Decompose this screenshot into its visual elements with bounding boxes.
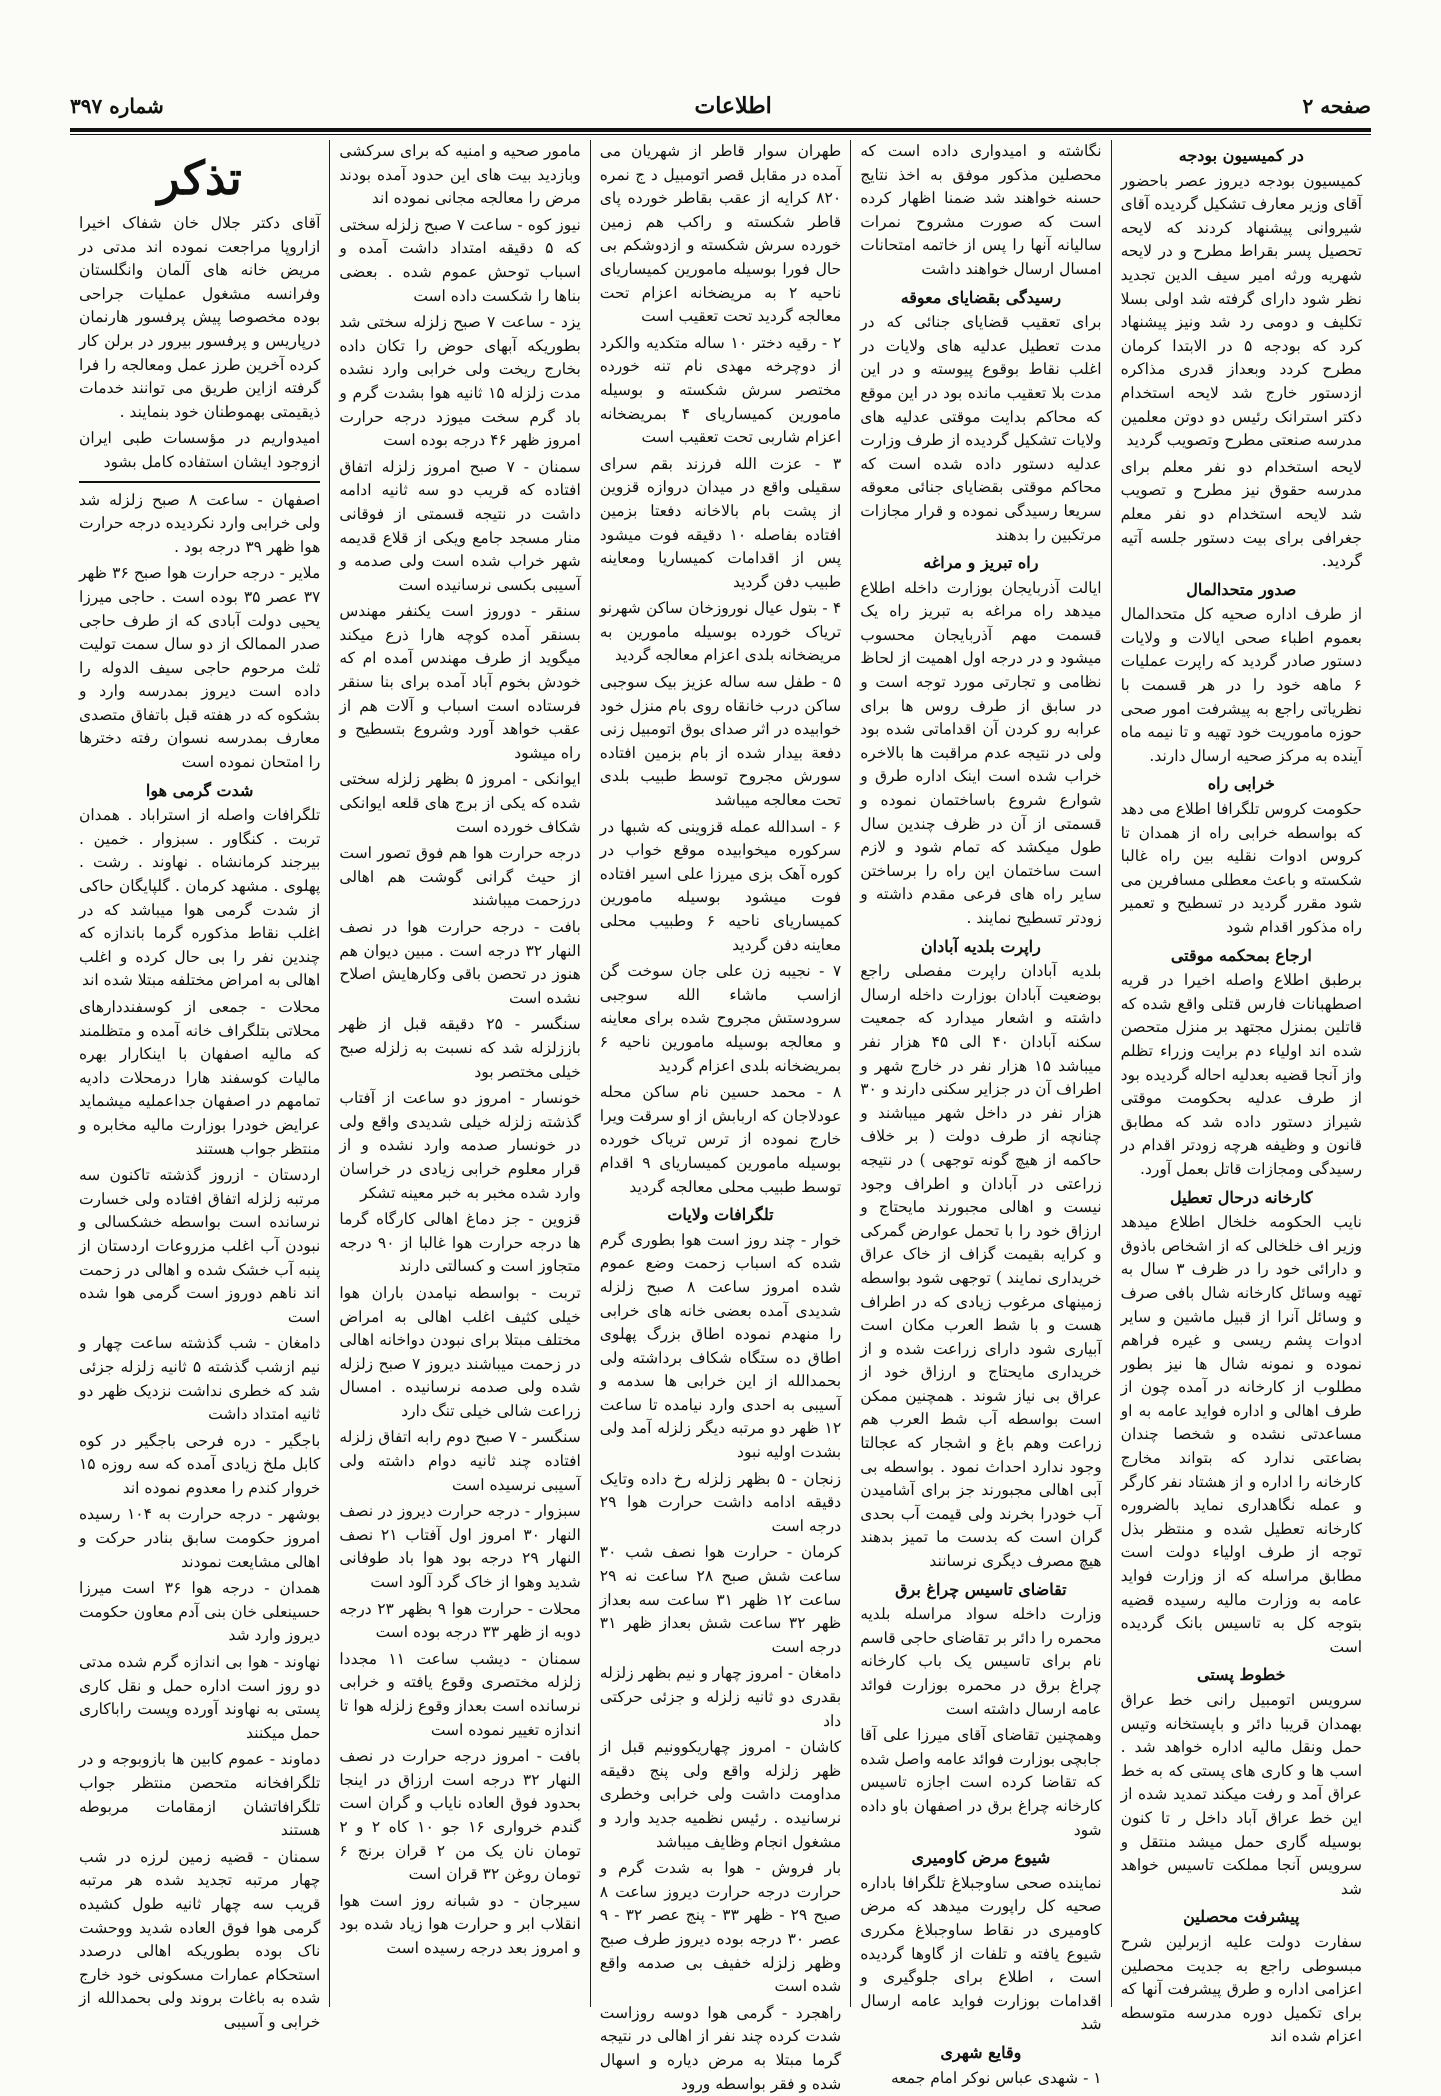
article-text: اردستان - ازروز گذشته تاکنون سه مرتبه زلزله اتفاق افتاده ولی خسارت نرسانده است بواسطه خشکسالی و نبودن آب اغلب مزروعات اردستان از پنبه آب خشک شده و اهالی در زحمت اند ناهم دوروز است گرمی هوا شده است bbox=[78, 1166, 321, 1326]
article-text: قزوین - جز دماغ اهالی کارگاه گرما ها درجه حرارت هوا غالبا از ۹۰ درجه متجاوز است و کسالتی دارند bbox=[339, 1210, 581, 1276]
article-text: بافت - امروز درجه حرارت در نصف النهار ۳۲ درجه است ارزاق در اینجا بحدود فوق العاده نایاب و گران است گندم خرواری ۱۶ جو ۱۰ کاه ۲ و ۲ تومان نان یک من ۲ قران برنج ۶ تومان روغن ۳۲ قران است bbox=[339, 1747, 581, 1884]
article-text: برای تعقیب قضایای جنائی که در مدت تعطیل عدلیه های ولایات در اغلب نقاط بوقوع پیوسته و در این مدت بلا تعقیب مانده بود در این موقع که محاکم بدایت موقتی عدلیه های ولایات تشکیل گردیده از طرف وزارت عدلیه دستور داده شده است که محاکم موقتی بقضایای جنائی معوقه سریعا رسیدگی نموده و قرار مجازات مرتکبین را بدهند bbox=[860, 313, 1102, 544]
article-text: ۱ - شهدی عباس نوکر امام جمعه bbox=[890, 2068, 1102, 2087]
article-text: دامغان - شب گذشته ساعت چهار و نیم ازشب گذشته ۵ ثانیه زلزله جزئی شد که خطری نداشت نزدیک ظهر دو ثانیه امتداد داشت bbox=[78, 1334, 321, 1424]
headline: تلگرافات ولایات bbox=[667, 1205, 774, 1225]
article-text: ۶ - اسدالله عمله قزوینی که شبها در سرکوره میخوابیده موقع خواب در کوره آهک بزی میرزا علی اسیر افتاده فوت میشود بوسیله مامورین کمیساریای ناحیه ۶ وطبیب محلی معاینه دفن گردید bbox=[599, 817, 842, 954]
article-text: ۳ - عزت الله فرزند بقم سرای سقیلی واقع در میدان دروازه قزوین از پشت بام بالاخانه دفعتا بزمین افتاده بفاصله ۱۰ دقیقه فوت میشود پس از اقدامات کمیساریا ومعاینه طبیب دفن گردید bbox=[599, 454, 842, 591]
column-3 bbox=[590, 140, 850, 2093]
headline: تقاضای تاسیس چراغ برق bbox=[895, 1579, 1067, 1599]
article-text: بار فروش - هوا به شدت گرم و حرارت درجه حرارت دیروز ساعت ۸ صبح ۲۹ - ظهر ۳۳ - پنج عصر ۳۲ - ۹ عصر ۳۰ درجه بوده دیروز طرف صبح وظهر زلزله خفیف بی صدمه واقع شده است bbox=[599, 1859, 842, 1996]
article-text: نایب الحکومه خلخال اطلاع میدهد وزیر اف خلخالی که از اشخاص باذوق و دارائی خود را در ظرف ۳ سال به تهیه وسائل کارخانه شال بافی صرف و وسائل آنرا از قبیل ماشین و سایر ادوات پشم ریسی و غیره فراهم نموده و نمونه شال ها نیز بطور مطلوب از کارخانه در آمده چون از طرف اهالی و اداره فواید عامه به او مساعدتی نشده و شخصا چندان بضاعتی ندارد که بتواند مخارج کارخانه را اداره و از هشتاد نفر کارگر و عمله نگاهداری نماید بالضروره کارخانه تعطیل شده و منتظر بذل توجه از طرف اولیاء دولت است مطابق مراسله که از وزارت فواید عامه به وزارت مالیه رسیده قضیه بتوجه کل به تاسیس بانک گردیده است bbox=[1120, 1213, 1362, 1656]
article-text: راهجرد - گرمی هوا دوسه روزاست شدت کرده چند نفر از اهالی در نتیجه گرما مبتلا به مرض دیاره و اسهال شده و فقر بواسطه ورود bbox=[599, 2003, 842, 2093]
article-text: سمنان - ۷ صبح امروز زلزله اتفاق افتاده که قریب دو سه ثانیه ادامه داشت در نتیجه قسمتی از فوقانی منار مسجد جامع ویکی از قلاع قدیمه شهر خراب شده است ولی صدمه و آسیبی بکسی نرسانیده است bbox=[339, 457, 581, 594]
article-text: ۲ - رقیه دختر ۱۰ ساله متکدیه والکرد از دوچرخه مهدی نام تنه خورده مختصر سرش شکسته و بوسیله مامورین کمیساریای ۴ بمریضخانه اعزام شاربی تحت تعقیب است bbox=[599, 333, 842, 447]
column-4 bbox=[329, 140, 589, 2007]
columns bbox=[70, 140, 1371, 2093]
article-text: سنگسر - ۲۵ دقیقه قبل از ظهر باززلزله شد که نسبت به زلزله صبح خیلی مختصر بود bbox=[339, 1015, 581, 1081]
article-text: نماینده صحی ساوجبلاغ تلگرافا باداره صحیه کل راپورت میدهد که مرض کاومیری در نقاط ساوجبلاغ مکرری شیوع یافته و تلفات از گاوها گردیده است ، اطلاع برای جلوگیری و اقدامات بوزارت فواید عامه ارسال شد bbox=[860, 1873, 1102, 2034]
article-text: کرمان - حرارت هوا نصف شب ۳۰ ساعت شش صبح ۲۸ ساعت نه ۲۹ ساعت ۱۲ ظهر ۳۱ ساعت سه بعداز ظهر ۳۲ ساعت شش بعداز ظهر ۳۱ درجه است bbox=[599, 1543, 842, 1656]
article-text: طهران سوار قاطر از شهریان می آمده در مقابل قصر اتومبیل د ج نمره ۸۲۰ کرایه از عقب بقاطر خورده پای قاطر شکسته و راکب هم زمین خورده سرش شکسته و ازدوشکم بی حال فورا بوسیله مامورین کمیساریای ناحیه ۲ به مریضخانه اعزام تحت معالجه گردید تحت تعقیب است bbox=[599, 142, 842, 326]
headline: راه تبریز و مراغه bbox=[923, 553, 1039, 573]
article-text: دماوند - عموم کابین ها بازوبوجه و در تلگرافخانه متحصن منتظر جواب تلگرافاتشان ازمقامات مربوطه هستند bbox=[78, 1750, 321, 1840]
headline: شیوع مرض کاومیری bbox=[911, 1848, 1051, 1868]
article-text: ۸ - محمد حسین نام ساکن محله عودلاجان که اربابش از او سرقت ویرا خارج نموده از ترس تریاک خورده بوسیله مامورین کمیساریای ۹ اقدام توسط طبیب محلی معالجه گردید bbox=[599, 1083, 842, 1196]
article-text: خونسار - امروز دو ساعت از آفتاب گذشته زلزله خیلی شدیدی واقع ولی در خونسار صدمه وارد نشده و از قرار معلوم خرابی زیادی در خراسان وارد شده مخبر به خبر معینه تشکر bbox=[339, 1089, 581, 1202]
article-text: برطبق اطلاع واصله اخیرا در قریه اصطهبانات فارس قتلی واقع شده که قاتلین بمنزل مجتهد بر منزل متحصن شده اند اولیاء دم برایت وزراء تظلم واز آنجا قضیه بعدلیه احاله گردیده بود از طرف عدلیه بحکومت موقتی شیراز دستور داده شد که مطابق قانون و وظیفه هرچه زودتر اقدام در رسیدگی ومجازات قاتل بعمل آورد. bbox=[1120, 971, 1362, 1178]
article-text: تربت - بواسطه نیامدن باران هوا خیلی کثیف اغلب اهالی به امراض مختلف مبتلا برای نبودن دواخانه اهالی در زحمت میباشند دیروز ۷ صبح زلزله شده ولی صدمه نرسانیده . امسال زراعت شالی خیلی تنگ دارد bbox=[339, 1283, 581, 1420]
article-text: وهمچنین تقاضای آقای میرزا علی آقا جابچی بوزارت فوائد عامه واصل شده که تقاضا کرده است اجازه تاسیس کارخانه چراغ برق در اصفهان باو داده شود bbox=[860, 1726, 1102, 1839]
article-text: سرویس اتومبیل رانی خط عراق بهمدان قریبا دائر و باپستخانه وتیس حمل ونقل مالیه اداره خواهد شد . اسب ها و کاری های پستی که به خط عراق آمد و رفت میکند تمدید شده از این خط عراق آباد داخل ر تا کنون بوسیله گاری حمل میشد منتقل و سرویس آنجا مملکت تاسیس خواهد شد bbox=[1120, 1691, 1362, 1898]
article-text: ایوانکی - امروز ۵ بظهر زلزله سختی شده که یکی از برج های قلعه ایوانکی شکاف خورده است bbox=[339, 770, 581, 836]
article-text: کمیسیون بودجه دیروز عصر باحضور آقای وزیر معارف تشکیل گردیده آقای شیروانی پیشنهاد کردند که لایحه تحصیل پسر بقراط مطرح و در لایحه شهریه ورثه امیر سیف الدین تجدید نظر شود دارای گرفته شد اولی بسلا تکلیف و دومی رد شد ونیز پیشنهاد کرد که بودجه ۵ در الابتدا کرمان مطرح کردد وبعداز قدری مذاکره ازدستور خارج شد لایحه استخدام دکتر استرانک رئیس دو دوتن معلمین مدرسه صنعتی مطرح وتصویب گردید bbox=[1120, 171, 1362, 450]
article-text: ۷ - نجیبه زن علی جان سوخت گن ازاسب ماشاء الله سوجبی سرودستش مجروح شده برای معاینه و معالجه بوسیله مامورین ناحیه ۶ بمریضخانه بلدی اعزام گردید bbox=[599, 962, 842, 1075]
headline: وقایع شهری bbox=[940, 2042, 1022, 2062]
headline: راپرت بلدیه آبادان bbox=[920, 936, 1041, 956]
article-text: یزد - ساعت ۷ صبح زلزله سختی شد بطوریکه آبهای حوض را تکان داده بخارج ریخت ولی خرابی وارد نشده مدت زلزله ۱۵ ثانیه هوا بشدت گرم و باد گرم سخت میوزد درجه حرارت امروز ظهر ۴۶ درجه بوده است bbox=[339, 313, 581, 450]
article-text: از طرف اداره صحیه کل متحدالمال بعموم اطباء صحی ایالات و ولایات دستور صادر گردید که راپرت عملیات ۶ ماهه خود را در هر قسمت با نظریاتی راجع به پیشرفت امور صحی حوزه ماموریت خود تهیه و تا نیمه ماه آینده به مرکز صحیه ارسال دارند. bbox=[1120, 605, 1362, 765]
notice-text: امیدواریم در مؤسسات طبی ایران ازوجود ایشان استفاده کامل بشود bbox=[78, 429, 321, 471]
headline: صدور متحدالمال bbox=[1186, 579, 1297, 599]
article-text: محلات - جمعی از کوسفنددارهای محلاتی بتلگراف خانه آمده و متظلمند که مالیه اصفهان با اینکارار بهره مالیات کوسفند هارا درمحلات دادیه تمامهم در اصفهان جداعملیه میشماید عرایض خودرا بوزارت مالیه مخابره و منتظر جواب هستند bbox=[78, 998, 321, 1158]
article-text: خوار - چند روز است هوا بطوری گرم شده که اسباب زحمت وضع عموم شده امروز ساعت ۸ صبح زلزله شدیدی آمده بعضی خانه های خرابی را منهدم نموده اطاق بزرگ پهلوی اطاق ده ستگاه شکاف برداشته ولی بحمدالله از این خرابی ها سدمه و آسیبی به احدی وارد نیامده تا ساعت ۱۲ ظهر دو مرتبه دیگر زلزله آمد ولی بشدت اولیه نبود bbox=[599, 1230, 842, 1462]
article-text: لایحه استخدام دو نفر معلم برای مدرسه حقوق نیز مطرح و تصویب شد لایحه استخدام دو نفر معلم جغرافی برای بیت دستور جلسه آتیه گردید. bbox=[1120, 457, 1362, 571]
column-1 bbox=[1111, 140, 1371, 2046]
article-text: نیوز کوه - ساعت ۷ صبح زلزله سختی که ۵ دقیقه امتداد داشت آمده و اسباب توحش عموم شده . بعضی بناها را شکست داده است bbox=[339, 215, 581, 305]
article-text: سبزوار - درجه حرارت دیروز در نصف النهار ۳۰ امروز اول آفتاب ۲۱ نصف النهار ۲۹ درجه بود هوا باد طوفانی شدید وهوا از خاک گرد آلود است bbox=[339, 1502, 581, 1592]
article-text: درجه حرارت هوا هم فوق تصور است از حیث گرانی گوشت هم اهالی درزحمت میباشند bbox=[339, 844, 581, 910]
masthead: اطلاعات bbox=[694, 93, 772, 119]
header-rule-thin bbox=[70, 134, 1371, 135]
article-text: سنقر - دوروز است یکنفر مهندس بسنقر آمده کوچه هارا ذرع میکند میگوید از طرف مهندس آمده ام که خودش بخوم آباد آمده برای بنا سنقر فرستاده است اسباب و آلات هم از عقب خواهد آورد وشروع بتسطیح و راه میشود bbox=[339, 602, 581, 762]
headline: خرابی راه bbox=[1207, 774, 1275, 794]
article-text: سمنان - دیشب ساعت ۱۱ مجددا زلزله مختصری وقوع یافته و خرابی نرسانده است بعداز وقوع زلزله هوا تا اندازه تغییر نموده است bbox=[339, 1649, 581, 1739]
article-text: محلات - حرارت هوا ۹ بظهر ۲۳ درجه دوبه از ظهر ۳۳ درجه بوده است bbox=[339, 1599, 581, 1642]
article-text: زنجان - ۵ بظهر زلزله رخ داده وتایک دقیقه ادامه داشت حرارت هوا ۲۹ درجه است bbox=[599, 1469, 842, 1535]
article-text: ایالت آذربایجان بوزارت داخله اطلاع میدهد راه مراغه به تبریز راه یک قسمت مهم آذربایجان محسوب میشود و در درجه اول اهمیت از لحاظ نظامی و تجارتی مورد توجه است و در سابق از طرف روس ها برای عرابه رو کردن آن اقداماتی شده بود ولی در نتیجه عدم مراقبت ها بالاخره خراب شده است اینک اداره طرق و شوارع شروع باساختمان نموده و قسمتی از آن در ظرف چندین سال طول میکشد که تمام شود و لازم است ساختمان این راه را برساختن سایر راه های فرعی مقدم داشته و زودتر تسطیح نمایند . bbox=[860, 578, 1102, 927]
article-text: باجگیر - دره فرحی باجگیر در کوه کابل ملخ زیادی آمده که سه روزه ۱۵ خروار کندم را معدوم نموده اند bbox=[78, 1431, 321, 1497]
article-text: همدان - درجه هوا ۳۶ است میرزا حسینعلی خان بنی آدم معاون حکومت دیروز وارد شد bbox=[78, 1579, 321, 1645]
section-divider bbox=[79, 481, 320, 483]
column-2 bbox=[850, 140, 1110, 2087]
article-text: ملایر - درجه حرارت هوا صبح ۳۶ ظهر ۳۷ عصر ۳۵ بوده است . حاجی میرزا یحیی دولت آبادی که از طرف حاجی صدر الممالک از دو سال سمت تولیت ثلث مرحوم حاجی سیف الدوله را داده است دیروز بمدرسه وارد و بشکوه که در هفته قبل باتفاق متصدی معارف بمدرسه نسوان رفته دخترها را امتحان نموده است bbox=[78, 564, 321, 772]
article-text: ۵ - طفل سه ساله عزیز بیک سوجبی ساکن درب خانقاه روی بام منزل خود خوابیده در اثر صدای بوق اتومبیل زنی دفعة بیدار شده از بام بزمین افتاده سورش مجروح توسط طبیب بلدی تحت معالجه میباشد bbox=[599, 673, 842, 810]
headline: در کمیسیون بودجه bbox=[1178, 146, 1304, 165]
issue-number: شماره ۳۹۷ bbox=[70, 94, 164, 118]
headline: ارجاع بمحکمه موقتی bbox=[1170, 945, 1312, 965]
page-number: صفحه ۲ bbox=[1302, 94, 1371, 118]
page-header bbox=[70, 88, 1371, 124]
header-rule bbox=[70, 128, 1371, 132]
article-text: سفارت دولت علیه ازبرلین شرح مبسوطی راجع به جدیت محصلین اعزامی اداره و طرق پیشرفت آنها که برای تکمیل دوره مدرسه متوسطه اعزام شده اند bbox=[1120, 1932, 1362, 2046]
article-text: حکومت کروس تلگرافا اطلاع می دهد که بواسطه خرابی راه از همدان تا کروس ادوات نقلیه بین راه غالبا شکسته و باعث معطلی مسافرین می شود مقرر گردید در تسطیح و تعمیر راه مذکور اقدام شود bbox=[1120, 800, 1362, 936]
article-text: نهاوند - هوا بی اندازه گرم شده مدتی دو روز است اداره حمل و نقل کاری پستی به نهاوند آورده وپست راباکاری حمل میکنند bbox=[78, 1653, 321, 1742]
article-text: سمنان - قضیه زمین لرزه در شب چهار مرتبه تجدید شده هر مرتبه قریب سه چهار ثانیه طول کشیده گرمی هوا فوق العاده شدید ووحشت ناک بوده بطوریکه اهالی درصدد استحکام عمارات مسکونی خود خارج شده به باغات بروند ولی بحمدالله از خرابی و آسیبی bbox=[78, 1847, 321, 2031]
article-text: نگاشته و امیدواری داده است که محصلین مذکور موفق به اخذ نتایج حسنه خواهند شد ضمنا اظهار کرده است که صورت مشروح نمرات سالیانه آنها را پس از خاتمه امتحانات امسال ارسال خواهند داشت bbox=[860, 142, 1102, 278]
article-text: دامغان - امروز چهار و نیم بظهر زلزله بقدری دو ثانیه زلزله و جزئی حرکتی داد bbox=[599, 1664, 842, 1730]
notice-title: تذکر bbox=[157, 151, 242, 205]
article-text: اصفهان - ساعت ۸ صبح زلزله شد ولی خرابی وارد نکردیده درجه حرارت هوا ظهر ۳۹ درجه بود . bbox=[78, 490, 321, 556]
headline: کارخانه درحال تعطیل bbox=[1169, 1187, 1313, 1207]
column-5 bbox=[70, 140, 329, 2031]
notice-text: آقای دکتر جلال خان شفاک اخیرا ازاروپا مراجعت نموده اند مدتی در مریض خانه های آلمان وانگلستان وفرانسه مشغول عملیات جراحی بوده مخصوصا پیش پرفسور هارنمان درپاریس و پرفسور بیرور در برلن کار کرده آخرین طرز عمل ومعالجه را فرا گرفته ازاین طریق می توانند خدمات ذیقیمتی بهموطنان خود بنمایند . bbox=[78, 214, 321, 421]
headline: پیشرفت محصلین bbox=[1183, 1907, 1300, 1927]
article-text: وزارت داخله سواد مراسله بلدیه محمره را دائر بر تقاضای حاجی قاسم نام برای تاسیس یک باب کارخانه چراغ برق در محمره بوزارت فوائد عامه ارسال داشته است bbox=[860, 1605, 1102, 1718]
article-text: بوشهر - درجه حرارت به ۱۰۴ رسیده امروز حکومت سابق بنادر حرکت و اهالی مشایعت نمودند bbox=[78, 1505, 321, 1571]
article-text: مامور صحیه و امنیه که برای سرکشی وبازدید بیت های این حدود آمده بودند مرض را معالجه مجانی نموده اند bbox=[339, 142, 581, 208]
article-text: بلدیه آبادان راپرت مفصلی راجع بوضعیت آبادان بوزارت داخله ارسال داشته و اشعار میدارد که جمعیت سکنه آبادان ۴۰ الی ۴۵ هزار نفر میباشد ۱۵ هزار نفر در خارج شهر و اطراف آن در جزایر سکنی دارند و ۳۰ هزار نفر در داخل شهر میباشند و چنانچه از طرف دولت ( بر خلاف حاکمه از هیچ گونه توجهی ) در نتیجه زراعتی در آبادان و اطراف وجود نیست و اهالی مجبورند مایحتاج و ارزاق خود را با تحمل عوارض گمرکی و کرایه بقیمت گزاف از خاک عراق خریداری نمایند ) توجهی شود بواسطه زمینهای مرغوب زیادی که در اطراف هست و با شط العرب مکان است آبیاری شود دارای زراعت شده و از خریداری مایحتاج و ارزاق خود از عراق بی نیاز شوند . همچنین ممکن است بواسطه آب شط العرب هم زراعت وهم باغ و اشجار که عجالتا وجود ندارد احداث نمود . بواسطه بی آبی اهالی مجبورند جز برای آشامیدن آب خودرا بخرند ولی قیمت آب بحدی گران است که بدست ما تمیز بدهند هیچ مصرف دیگری نرسانند bbox=[860, 962, 1102, 1571]
headline: شدت گرمی هوا bbox=[145, 780, 254, 800]
headline: خطوط پستی bbox=[1197, 1665, 1286, 1685]
article-text: سنگسر - ۷ صبح دوم رابه اتفاق زلزله افتاده چند ثانیه دوام داشته ولی آسیبی نرسیده است bbox=[339, 1428, 581, 1494]
article-text: سیرجان - دو شبانه روز است هوا انقلاب ابر و حرارت هوا زیاد شده بود و امروز بعد درجه رسیده است bbox=[339, 1891, 581, 1957]
article-text: تلگرافات واصله از استراباد . همدان تربت . کنگاور . سبزوار . خمین . بیرجند کرمانشاه . نهاوند . رشت . پهلوی . مشهد کرمان . گلپایگان حاکی از شدت گرمی هوا میباشد که در اغلب نقاط مذکوره گرما باندازه که چندین نفر را بی حال کرده و اغلب اهالی به امراض مختلفه مبتلا شده اند bbox=[78, 806, 321, 990]
article-text: ۴ - بتول عیال نوروزخان ساکن شهرنو تریاک خورده بوسیله مامورین به مریضخانه بلدی اعزام معالجه گردید bbox=[599, 599, 842, 665]
article-text: بافت - درجه حرارت هوا در نصف النهار ۳۲ درجه است . مبین دیوان هم هنوز در تحصن باقی وکارهایش اصلاح نشده است bbox=[339, 918, 581, 1007]
article-text: کاشان - امروز چهاریکوونیم قبل از ظهر زلزله واقع ولی پنج دقیقه مداومت داشت ولی خرابی وخطری نرسانیده . رئیس نظمیه جدید وارد و مشغول انجام وظایف میباشد bbox=[599, 1738, 842, 1851]
headline: رسیدگی بقضایای معوقه bbox=[900, 287, 1062, 307]
